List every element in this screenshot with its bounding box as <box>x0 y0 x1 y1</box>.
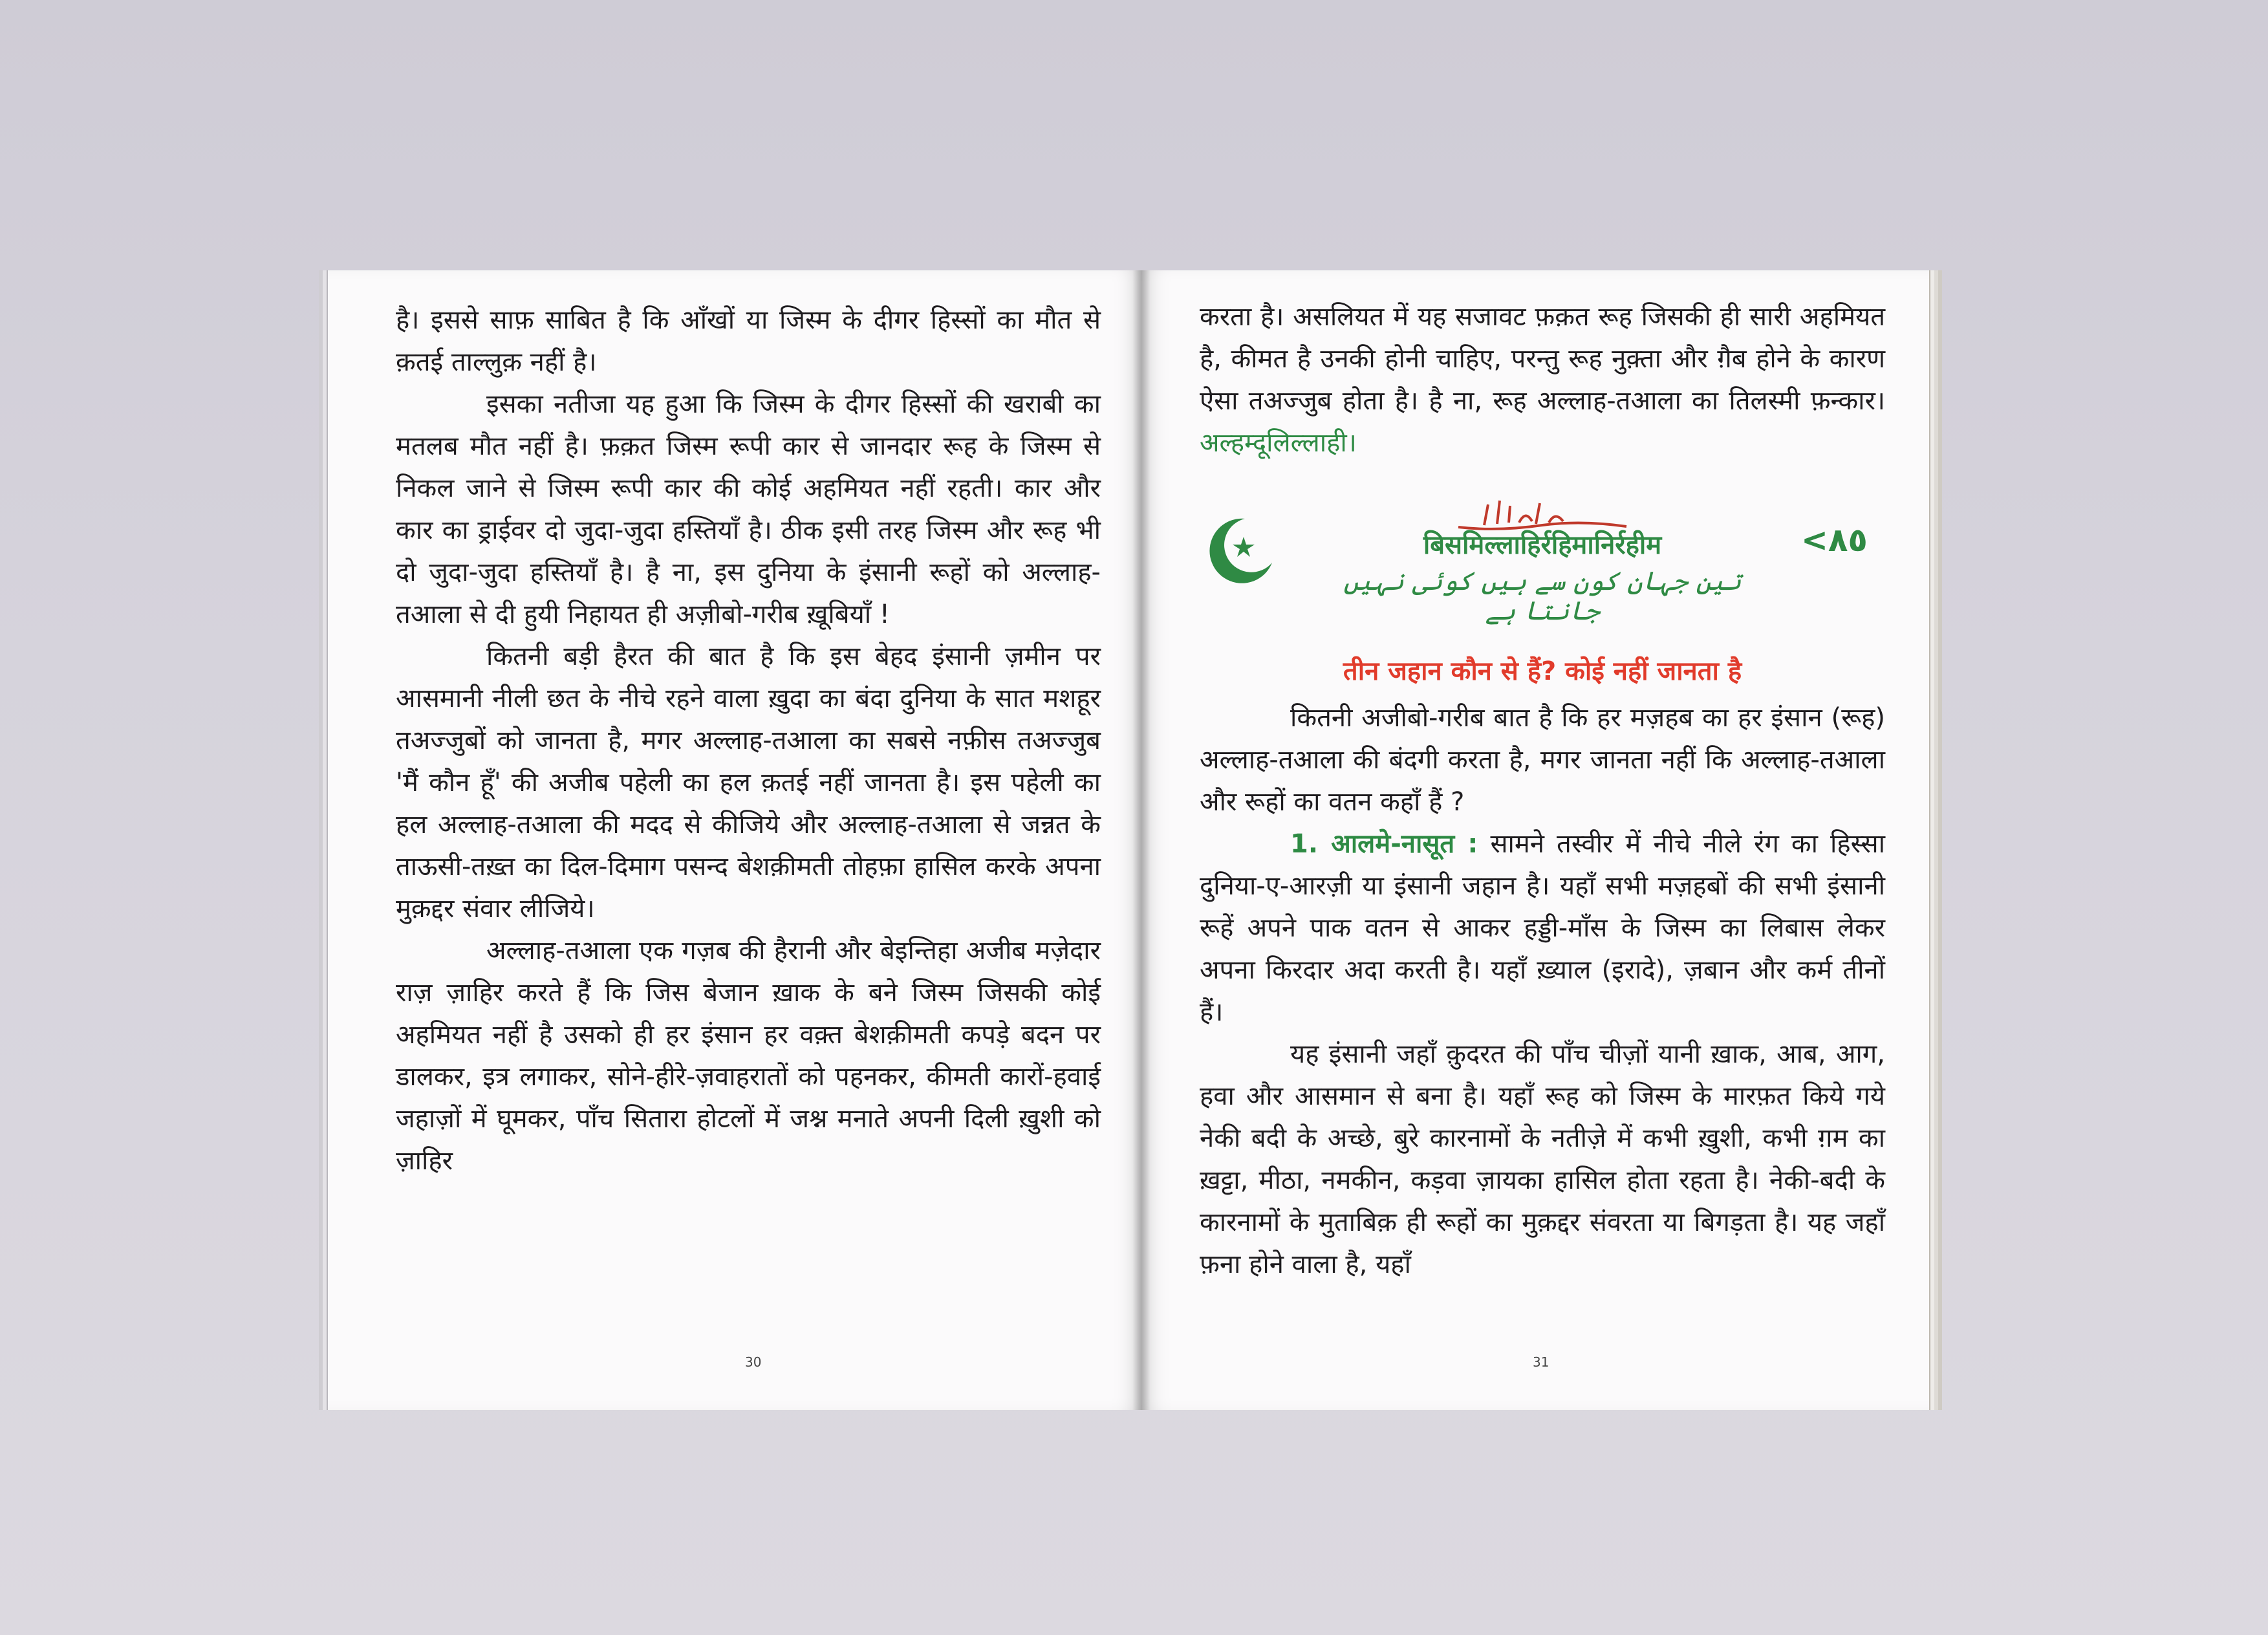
alhamdulillah-text: अल्हम्दूलिल्लाही। <box>1200 428 1357 458</box>
open-book <box>327 270 1930 1410</box>
paragraph: कितनी बड़ी हैरत की बात है कि इस बेहद इंसानी ज़मीन पर आसमानी नीली छत के नीचे रहने वाला ख़ुदा का बंदा दुनिया के सात मशहूर तअज्जुबों को जानता है, मगर अल्लाह-तआला का सबसे नफ़ीस तअज्जुब 'मैं कौन हूँ' की अजीब पहेली का हल क़तई नहीं जानता है। इस पहेली का हल अल्लाह-तआला की मदद से कीजिये और अल्लाह-तआला से जन्नत के ताऊसी-तख़्त का दिल-दिमाग पसन्द बेशक़ीमती तोहफ़ा हासिल करके अपना मुक़द्दर संवार लीजिये। <box>396 642 1101 924</box>
paragraph: कितनी अजीबो-गरीब बात है कि हर मज़हब का हर इंसान (रूह) अल्लाह-तआला की बंदगी करता है, मगर जानता नहीं कि अल्लाह-तआला और रूहों का वतन कहाँ हैं ? <box>1200 703 1885 817</box>
chapter-number: <٨٥ <box>1801 521 1868 559</box>
page-number: 30 <box>745 1354 762 1370</box>
urdu-title: تین جہان کون سے ہیں کوئی نہیں جانتا ہے <box>1343 567 1742 626</box>
paragraph-text: सामने तस्वीर में नीचे नीले रंग का हिस्सा दुनिया-ए-आरज़ी या इंसानी जहान है। यहाँ सभी मज़हबों की सभी इंसानी रूहें अपने पाक वतन से आकर हड्डी-माँस के जिस्म का लिबास लेकर अपना किरदार अदा करती है। यहाँ ख़्याल (इरादे), ज़बान और कर्म तीनों हैं। <box>1200 829 1886 1027</box>
paragraph-text: करता है। असलियत में यह सजावट फ़क़त रूह जिसकी ही सारी अहमियत है, कीमत है उनकी होनी चाहिए, परन्तु रूह नुक़्ता और ग़ैब होने के कारण ऐसा तअज्जुब होता है। है ना, रूह अल्लाह-तआला का तिलस्मी फ़न्कार। <box>1200 302 1885 416</box>
paragraph: अल्लाह-तआला एक गज़ब की हैरानी और बेइन्तिहा अजीब मज़ेदार राज़ ज़ाहिर करते हैं कि जिस बेजान ख़ाक के बने जिस्म जिसकी कोई अहमियत नहीं है उसको ही हर इंसान हर वक़्त बेशक़ीमती कपड़े बदन पर डालकर, इत्र लगाकर, सोने-हीरे-ज़वाहरातों को पहनकर, कीमती कारों-हवाई जहाज़ों में घूमकर, पाँच सितारा होटलों में जश्न मनाते अपनी दिली ख़ुशी को ज़ाहिर <box>396 936 1101 1176</box>
crescent-star-icon <box>1200 511 1277 589</box>
left-page <box>327 270 1141 1410</box>
paragraph: है। इससे साफ़ साबित है कि आँखों या जिस्म के दीगर हिस्सों का मौत से क़तई ताल्लुक़ नहीं है। <box>396 305 1101 377</box>
paragraph <box>1200 823 1885 1034</box>
right-page-body-text <box>1200 697 1885 1286</box>
paragraph: यह इंसानी जहाँ क़ुदरत की पाँच चीज़ों यानी ख़ाक, आब, आग, हवा और आसमान से बना है। यहाँ रूह को जिस्म के मारफ़त किये गये नेकी बदी के अच्छे, बुरे कारनामों के नतीज़े में कभी ख़ुशी, कभी ग़म का ख़ट्टा, मीठा, नमकीन, कड़वा ज़ायका हासिल होता रहता है। नेकी-बदी के कारनामों के मुताबिक़ ही रूहों का मुक़द्दर संवरता या बिगड़ता है। यह जहाँ फ़ना होने वाला है, यहाँ <box>1200 1039 1885 1279</box>
section-label: 1. आलमे-नासूत : <box>1290 829 1478 859</box>
right-page-top-text <box>1200 296 1885 464</box>
section-heading: तीन जहान कौन से हैं? कोई नहीं जानता है <box>1343 656 1742 686</box>
page-number: 31 <box>1533 1354 1550 1370</box>
right-page <box>1141 270 1930 1410</box>
bismillah-heading: बिसमिल्लाहिर्रहिमानिर्रहीम <box>1423 530 1662 560</box>
left-page-text <box>396 299 1101 1182</box>
paragraph <box>1200 296 1885 464</box>
book-spine <box>1132 270 1150 1410</box>
paragraph: इसका नतीजा यह हुआ कि जिस्म के दीगर हिस्सों की खराबी का मतलब मौत नहीं है। फ़क़त जिस्म रूपी कार से जानदार रूह के जिस्म से निकल जाने से जिस्म रूपी कार की कोई अहमियत नहीं रहती। कार और कार का ड्राईवर दो जुदा-जुदा हस्तियाँ है। ठीक इसी तरह जिस्म और रूह भी दो जुदा-जुदा हस्तियाँ है। है ना, इस दुनिया के इंसानी रूहों को अल्लाह-तआला से दी हुयी निहायत ही अज़ीबो-गरीब ख़ूबियाँ ! <box>396 389 1101 629</box>
